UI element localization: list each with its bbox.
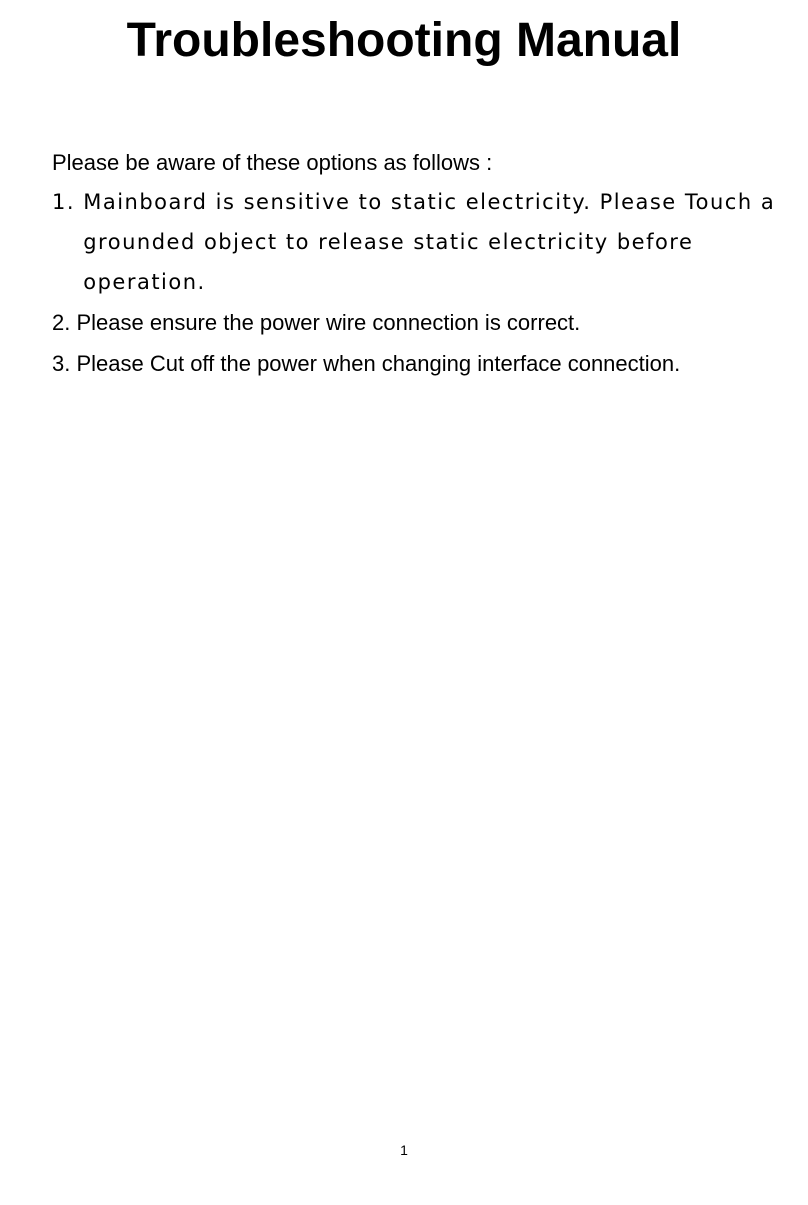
list-item-text: Mainboard is sensitive to static electricity. Please Touch a grounded object to release static electricity before operation. xyxy=(83,190,776,294)
document-title: Troubleshooting Manual xyxy=(126,14,682,67)
document-body xyxy=(52,148,782,379)
list-item-3 xyxy=(52,349,782,379)
list-item-number: 1. xyxy=(52,190,84,214)
intro-text: Please be aware of these options as follows : xyxy=(52,150,493,175)
list-item-1 xyxy=(52,182,782,302)
list-item-number: 3. xyxy=(52,351,77,376)
list-item-text: Please ensure the power wire connection is correct. xyxy=(76,310,581,335)
list-item-text: Please Cut off the power when changing interface connection. xyxy=(76,351,681,376)
page-number: 1 xyxy=(400,1142,408,1158)
list-item-2 xyxy=(52,308,782,338)
list-item-number: 2. xyxy=(52,310,77,335)
